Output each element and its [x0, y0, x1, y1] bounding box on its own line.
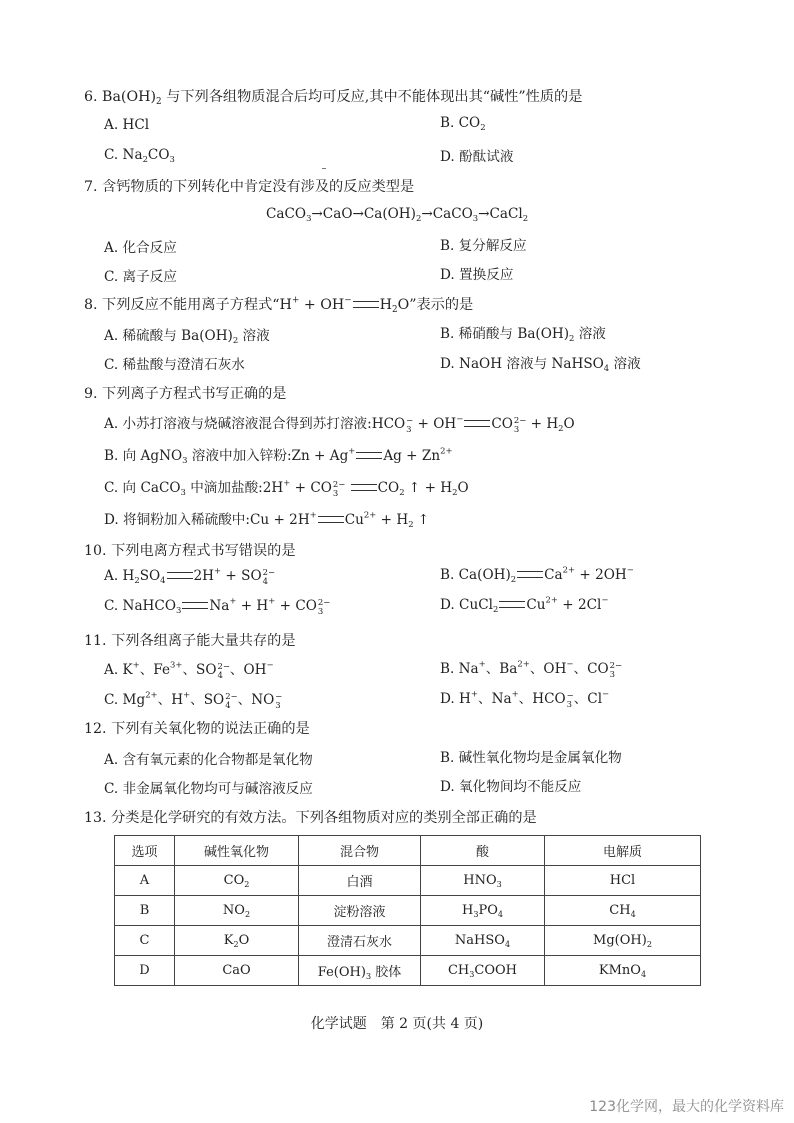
table-row	[115, 896, 701, 926]
cell-option: C	[115, 926, 175, 956]
question-8-option-a: A. 稀硫酸与 $Ba(OH)_2$ 溶液	[104, 328, 270, 345]
question-10-option-c: C. NaHCO$_3$ Na+ + H+ + CO 2− 3	[104, 595, 331, 616]
question-11-option-a: A. K+、$Fe^{3+}$、SO 2− 4 、OH−	[104, 659, 274, 680]
question-7-stem: 7. 含钙物质的下列转化中肯定没有涉及的反应类型是	[84, 179, 415, 195]
question-11-stem: 11. 下列各组离子能大量共存的是	[84, 633, 296, 649]
equals-sign-icon	[517, 571, 543, 578]
equals-sign-icon	[499, 601, 525, 608]
cell-mixture: 白酒	[299, 866, 421, 896]
question-6-option-c: C. $Na_2CO_3$	[104, 147, 175, 164]
header-basic-oxide: 碱性氧化物	[175, 836, 299, 866]
question-6-option-d: D. 酚酞试液	[440, 149, 514, 165]
table-row	[115, 956, 701, 986]
question-7-option-d: D. 置换反应	[440, 267, 514, 283]
question-12-option-c: C. 非金属氧化物均可与碱溶液反应	[104, 781, 313, 797]
cell-basic-oxide: $CO_2$	[175, 866, 299, 896]
question-10-option-a: A. $H_2SO_4$ 2H+ + SO 2− 4	[104, 565, 276, 586]
cell-acid: $H_3PO_4$	[421, 896, 545, 926]
equals-sign-icon	[464, 420, 490, 427]
equals-sign-icon	[356, 452, 382, 459]
page-footer: 化学试题 第 2 页(共 4 页)	[310, 1016, 484, 1032]
classification-table	[114, 835, 701, 986]
question-10-stem: 10. 下列电离方程式书写错误的是	[84, 543, 296, 559]
scan-speck	[322, 168, 326, 169]
question-7-option-b: B. 复分解反应	[440, 238, 527, 254]
question-11-option-d: D. H+、Na+、HCO − 3 、Cl−	[440, 688, 610, 709]
question-9-option-b: B. 向 AgNO$_3$ 溶液中加入锌粉:Zn + Ag+ $Ag + Zn^{2+}$	[104, 445, 453, 465]
watermark-text: 123化学网，最大的化学资料库	[589, 1099, 784, 1115]
cell-electrolyte: $CH_4$	[545, 896, 701, 926]
cell-acid: $CH_3COOH$	[421, 956, 545, 986]
cell-electrolyte: HCl	[545, 866, 701, 896]
question-7-option-c: C. 离子反应	[104, 269, 177, 285]
question-9-option-d: D. 将铜粉加入稀硫酸中:Cu + 2H+ $Cu^{2+} + H_2$ ↑	[104, 509, 430, 529]
table-header-row	[115, 836, 701, 866]
question-13-stem: 13. 分类是化学研究的有效方法。下列各组物质对应的类别全部正确的是	[84, 810, 537, 826]
question-11-option-b: B. Na+、$Ba^{2+}$、OH−、CO 2− 3	[440, 658, 623, 679]
cell-mixture: 澄清石灰水	[299, 926, 421, 956]
question-8-stem: 8. 下列反应不能用离子方程式“H+ + OH− $H_2O$”表示的是	[84, 295, 474, 316]
header-mixture: 混合物	[299, 836, 421, 866]
cell-electrolyte: $Mg(OH)_2$	[545, 926, 701, 956]
cell-option: B	[115, 896, 175, 926]
question-8-option-c: C. 稀盐酸与澄清石灰水	[104, 357, 245, 373]
question-11-option-c: C. $Mg^{2+}$、H+、SO 2− 4 、NO − 3	[104, 689, 283, 710]
question-8-option-b: B. 稀硝酸与 $Ba(OH)_2$ 溶液	[440, 326, 606, 343]
cell-option: A	[115, 866, 175, 896]
question-6-option-a: A. HCl	[104, 117, 150, 133]
question-6-option-b: B. $CO_2$	[440, 115, 486, 132]
cell-basic-oxide: CaO	[175, 956, 299, 986]
cell-acid: $HNO_3$	[421, 866, 545, 896]
equals-sign-icon	[318, 516, 344, 523]
question-7-equation: $CaCO_3\to CaO\to Ca(OH)_2\to CaCO_3\to CaCl_2$	[266, 206, 529, 223]
header-electrolyte: 电解质	[545, 836, 701, 866]
equals-sign-icon	[353, 301, 379, 308]
cell-mixture: $Fe(OH)_3$ 胶体	[299, 956, 421, 986]
question-8-option-d: D. NaOH 溶液与 NaHSO$_4$ 溶液	[440, 356, 641, 373]
header-option: 选项	[115, 836, 175, 866]
question-9-option-c: C. 向 CaCO$_3$ 中滴加盐酸:2H+ + CO 2− 3 $CO_2$ ↑ + $H_2O$	[104, 477, 469, 498]
question-7-option-a: A. 化合反应	[104, 240, 177, 256]
cell-basic-oxide: $K_2O$	[175, 926, 299, 956]
question-9-option-a: A. 小苏打溶液与烧碱溶液混合得到苏打溶液:HCO − 3 + OH− CO 2− 3 + $H_2O$	[104, 413, 575, 434]
question-6-stem: 6. $Ba(OH)_2$ 与下列各组物质混合后均可反应,其中不能体现出其“碱性”性质的是	[84, 89, 583, 108]
question-12-stem: 12. 下列有关氧化物的说法正确的是	[84, 721, 310, 737]
cell-electrolyte: KMnO$_4$	[545, 956, 701, 986]
equals-sign-icon	[167, 572, 193, 579]
equals-sign-icon	[351, 484, 377, 491]
cell-mixture: 淀粉溶液	[299, 896, 421, 926]
equals-sign-icon	[182, 602, 208, 609]
table-row	[115, 866, 701, 896]
question-10-option-b: B. $Ca(OH)_2$ $Ca^{2+} + 2OH^-$	[440, 564, 634, 584]
cell-acid: NaHSO$_4$	[421, 926, 545, 956]
question-12-option-b: B. 碱性氧化物均是金属氧化物	[440, 750, 622, 766]
cell-basic-oxide: $NO_2$	[175, 896, 299, 926]
cell-option: D	[115, 956, 175, 986]
question-10-option-d: D. CuCl$_2$ $Cu^{2+} + 2Cl^-$	[440, 594, 609, 614]
table-row	[115, 926, 701, 956]
question-12-option-a: A. 含有氧元素的化合物都是氧化物	[104, 752, 313, 768]
header-acid: 酸	[421, 836, 545, 866]
question-9-stem: 9. 下列离子方程式书写正确的是	[84, 386, 287, 402]
question-12-option-d: D. 氧化物间均不能反应	[440, 779, 582, 795]
